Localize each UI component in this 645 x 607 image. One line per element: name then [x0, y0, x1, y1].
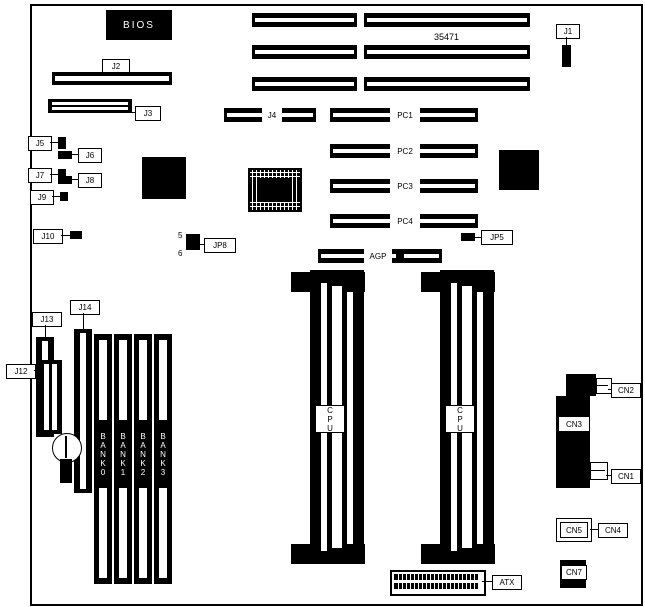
isa-slot-3a	[252, 77, 357, 91]
cn1-label: CN1	[611, 469, 641, 484]
chipset-chip-right	[499, 150, 539, 190]
cn7-label: CN7	[561, 565, 587, 580]
memory-bank-0-label: BANK0	[98, 431, 108, 477]
cpu-slot-2-label: CPU	[455, 405, 465, 433]
memory-bank-0-label-box	[95, 420, 111, 488]
cn3-connector	[556, 396, 590, 488]
j2-label: J2	[102, 59, 130, 74]
cpu-slot-2-retention-tl	[421, 272, 441, 292]
j8-pins	[58, 176, 72, 184]
cpu-slot-1-label-box	[315, 405, 345, 433]
cn4-label: CN4	[598, 523, 628, 538]
cn2-port	[596, 378, 612, 394]
isa-slot-3b	[364, 77, 530, 91]
j14-slot	[74, 329, 92, 493]
battery-tab	[60, 459, 72, 483]
j9-pins	[60, 192, 68, 201]
cpu-slot-1-retention-tr	[345, 272, 365, 292]
cpu-slot-2-label-box	[445, 405, 475, 433]
agp-key-block	[396, 251, 404, 261]
bios-label: BIOS	[123, 19, 155, 31]
j10-label: J10	[33, 229, 63, 244]
cn5-label: CN5	[560, 522, 588, 538]
jp8-pin-top-label: 5	[178, 231, 183, 240]
memory-bank-1-label: BANK1	[118, 431, 128, 477]
cpu-slot-1-label: CPU	[325, 405, 335, 433]
cn3-label: CN3	[558, 416, 590, 432]
chipset-chip-left	[142, 157, 186, 199]
cn1-port	[590, 462, 608, 480]
pci-slot-4-label: PC4	[390, 214, 420, 228]
j3-label: J3	[135, 106, 161, 121]
j13-label: J13	[32, 312, 62, 327]
board-id-label: 35471	[434, 32, 460, 42]
j5-label: J5	[28, 136, 52, 151]
isa-slot-2b	[364, 45, 530, 59]
j1-label: J1	[556, 24, 580, 39]
j5-pins	[58, 137, 66, 149]
agp-label: AGP	[364, 249, 392, 263]
memory-bank-3-label: BANK3	[158, 431, 168, 477]
cn2-label: CN2	[611, 383, 641, 398]
cn2-connector	[566, 374, 596, 396]
isa-slot-2a	[252, 45, 357, 59]
j1-pins	[562, 45, 571, 67]
cpu-slot-2-retention-br	[475, 544, 495, 564]
jp8-label: JP8	[204, 238, 236, 253]
j4-label: J4	[262, 108, 282, 122]
cpu-slot-1-retention-tl	[291, 272, 311, 292]
jp8-pins	[186, 234, 200, 250]
cpu-slot-1-retention-bl	[291, 544, 311, 564]
cpu-support-chip-center	[258, 178, 292, 202]
jp8-pin-bottom-label: 6	[178, 249, 183, 258]
pci-slot-2-label: PC2	[390, 144, 420, 158]
jp5-pins	[461, 233, 475, 241]
jp5-label: JP5	[481, 230, 513, 245]
cpu-slot-2-retention-bl	[421, 544, 441, 564]
memory-bank-2-label-box	[135, 420, 151, 488]
pci-slot-1-label: PC1	[390, 108, 420, 122]
isa-slot-1b	[364, 13, 530, 27]
j2-header	[52, 72, 172, 85]
j6-label: J6	[78, 148, 102, 163]
atx-label: ATX	[492, 575, 522, 590]
pci-slot-3-label: PC3	[390, 179, 420, 193]
memory-bank-1-label-box	[115, 420, 131, 488]
j9-label: J9	[30, 190, 54, 205]
memory-bank-3-label-box	[155, 420, 171, 488]
j8-label: J8	[78, 173, 102, 188]
cpu-slot-2-retention-tr	[475, 272, 495, 292]
isa-slot-1a	[252, 13, 357, 27]
j6-pins	[58, 151, 72, 159]
j10-pins	[70, 231, 82, 239]
cpu-slot-1-retention-br	[345, 544, 365, 564]
j7-label: J7	[28, 168, 52, 183]
j14-label: J14	[70, 300, 100, 315]
j12-label: J12	[6, 364, 36, 379]
memory-bank-2-label: BANK2	[138, 431, 148, 477]
